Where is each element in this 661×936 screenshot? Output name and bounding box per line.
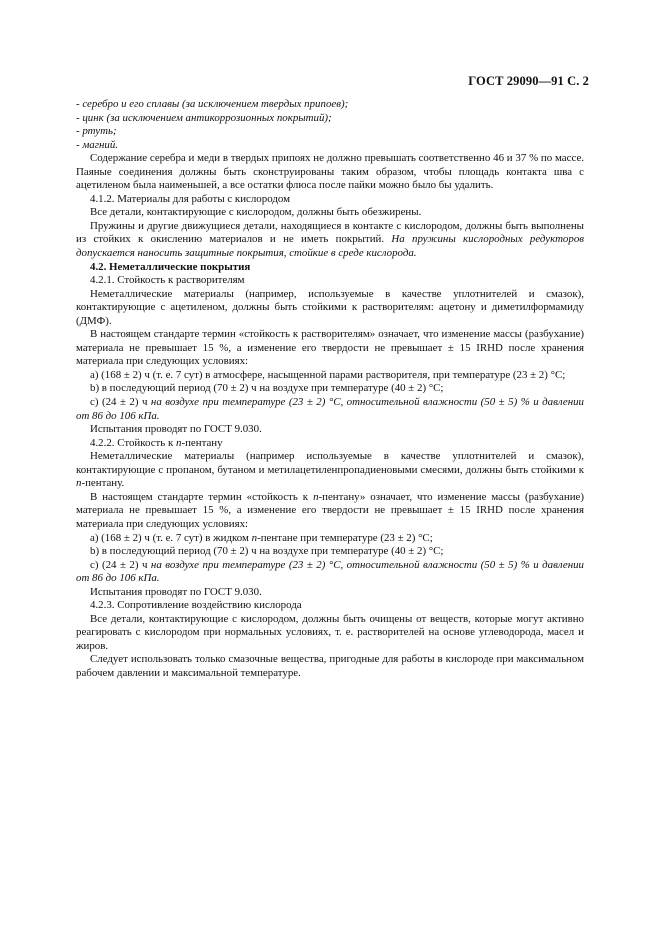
list-item	[76, 139, 584, 153]
list-dash: -	[76, 125, 83, 138]
section-4-2-title: 4.2. Неметаллические покрытия	[90, 260, 251, 273]
paragraph-pentane-definition	[76, 491, 584, 532]
paragraph-pentane-definition-b: -пентану» означает, что изменение массы (разбухание) материала не превышает 15 %, а изменение его твердости не превышает ± 15 IRHD после хранения материала при следующих условиях:	[76, 490, 584, 530]
condition-c-1-text: с) (24 ± 2) ч	[90, 396, 151, 409]
condition-c-1-italic: на воздухе при температуре (23 ± 2) °С, относительной влажности (50 ± 5) % и давлении от 86 до 106 кПа.	[76, 396, 584, 422]
paragraph-lubricants: Следует использовать только смазочные вещества, пригодные для работы в кислороде при максимальном рабочем давлении и максимальной температуре.	[76, 653, 584, 679]
section-4-2-2-title-text: 4.2.2. Стойкость к	[90, 436, 176, 449]
section-4-2-3-title: 4.2.3. Сопротивление воздействию кислорода	[90, 599, 302, 612]
paragraph-nonmetallic-propane-text: Неметаллические материалы (например используемые в качестве уплотнителей и смазок), контактирующие с пропаном, бутаном и метилацетиленпропадиеновыми смесями, должны быть стойкими к	[76, 450, 584, 476]
section-4-1-2-title: 4.1.2. Материалы для работы с кислородом	[90, 192, 290, 205]
paragraph-nonmetallic-propane-end: -пентану.	[81, 477, 125, 490]
list-dash: -	[76, 138, 83, 151]
condition-b-2: b) в последующий период (70 ± 2) ч на воздухе при температуре (40 ± 2) °С;	[90, 545, 444, 558]
list-item-text: серебро и его сплавы (за исключением твердых припоев);	[82, 98, 349, 110]
paragraph-nonmetallic-acetylene: Неметаллические материалы (например, используемые в качестве уплотнителей и смазок), контактирующие с ацетиленом, должны быть стойкими к растворителям: ацетону и диметилформамиду (ДМФ).	[76, 287, 584, 327]
condition-c-2	[76, 559, 584, 586]
section-4-2-1-title: 4.2.1. Стойкость к растворителям	[90, 274, 245, 287]
paragraph-nonmetallic-propane	[76, 450, 584, 491]
paragraph-springs-text: Пружины и другие движущиеся детали, находящиеся в контакте с кислородом, должны быть выполнены из стойких к окислению материалов и не иметь покрытий.	[76, 219, 584, 246]
list-item	[76, 98, 584, 112]
page-header: ГОСТ 29090—91 С. 2	[468, 74, 589, 88]
list-item	[76, 112, 584, 126]
condition-c-1	[76, 396, 584, 423]
list-dash: -	[76, 111, 83, 124]
document-body	[76, 98, 584, 681]
paragraph-solvent-definition: В настоящем стандарте термин «стойкость к растворителям» означает, что изменение массы (разбухание) материала не превышает 15 %, а изменение его твердости не превышает ± 15 IRHD после хранения материала при следующих условиях:	[76, 328, 584, 368]
condition-a-2-b: -пентане при температуре (23 ± 2) °С;	[257, 531, 433, 544]
condition-b-1: b) в последующий период (70 ± 2) ч на воздухе при температуре (40 ± 2) °С;	[90, 382, 444, 395]
test-reference-1: Испытания проводят по ГОСТ 9.030.	[90, 423, 262, 436]
condition-c-2-italic: на воздухе при температуре (23 ± 2) °С, относительной влажности (50 ± 5) % и давлении от 86 до 106 кПа.	[76, 558, 584, 585]
paragraph-nonmetallic-propane-italic: n	[76, 477, 82, 490]
paragraph-degrease: Все детали, контактирующие с кислородом, должны быть обезжирены.	[90, 206, 422, 219]
list-item-text: ртуть;	[82, 125, 117, 138]
paragraph-pentane-definition-a: В настоящем стандарте термин «стойкость к	[90, 490, 314, 503]
condition-a-2-italic: n	[251, 531, 258, 544]
condition-a-2-a: а) (168 ± 2) ч (т. е. 7 сут) в жидком	[90, 531, 252, 544]
section-4-2-2-title-end: -пентану	[181, 436, 223, 449]
condition-c-2-text: с) (24 ± 2) ч	[90, 558, 151, 571]
section-4-2-2-title-italic: n	[176, 436, 182, 449]
list-item-text: цинк (за исключением антикоррозионных покрытий);	[82, 111, 332, 124]
list-item-text: магний.	[82, 138, 119, 151]
paragraph-oxygen-cleaning: Все детали, контактирующие с кислородом, должны быть очищены от веществ, которые могут активно реагировать с кислородом при нормальных условиях, т. е. растворителей на основе углеводорода, масел и жиров.	[76, 612, 584, 652]
condition-a-1: а) (168 ± 2) ч (т. е. 7 сут) в атмосфере, насыщенной парами растворителя, при температуре (23 ± 2) °С;	[90, 368, 566, 381]
section-4-2-2-title	[76, 437, 584, 451]
paragraph-pentane-definition-italic: n	[313, 490, 319, 503]
list-dash: -	[76, 98, 83, 110]
paragraph-springs	[76, 220, 584, 261]
list-item	[76, 125, 584, 139]
paragraph-springs-italic: На пружины кислородных редукторов допускается наносить защитные покрытия, стойкие в среде кислорода.	[76, 233, 584, 260]
condition-a-2	[76, 532, 584, 546]
test-reference-2: Испытания проводят по ГОСТ 9.030.	[90, 585, 262, 598]
paragraph-silver-copper: Содержание серебра и меди в твердых припоях не должно превышать соответственно 46 и 37 % по массе. Паяные соединения должны быть сконструированы таким образом, чтобы площадь контакта шва с ацетиленом была наименьшей, а все остатки флюса после пайки можно было бы удалить.	[76, 152, 584, 192]
